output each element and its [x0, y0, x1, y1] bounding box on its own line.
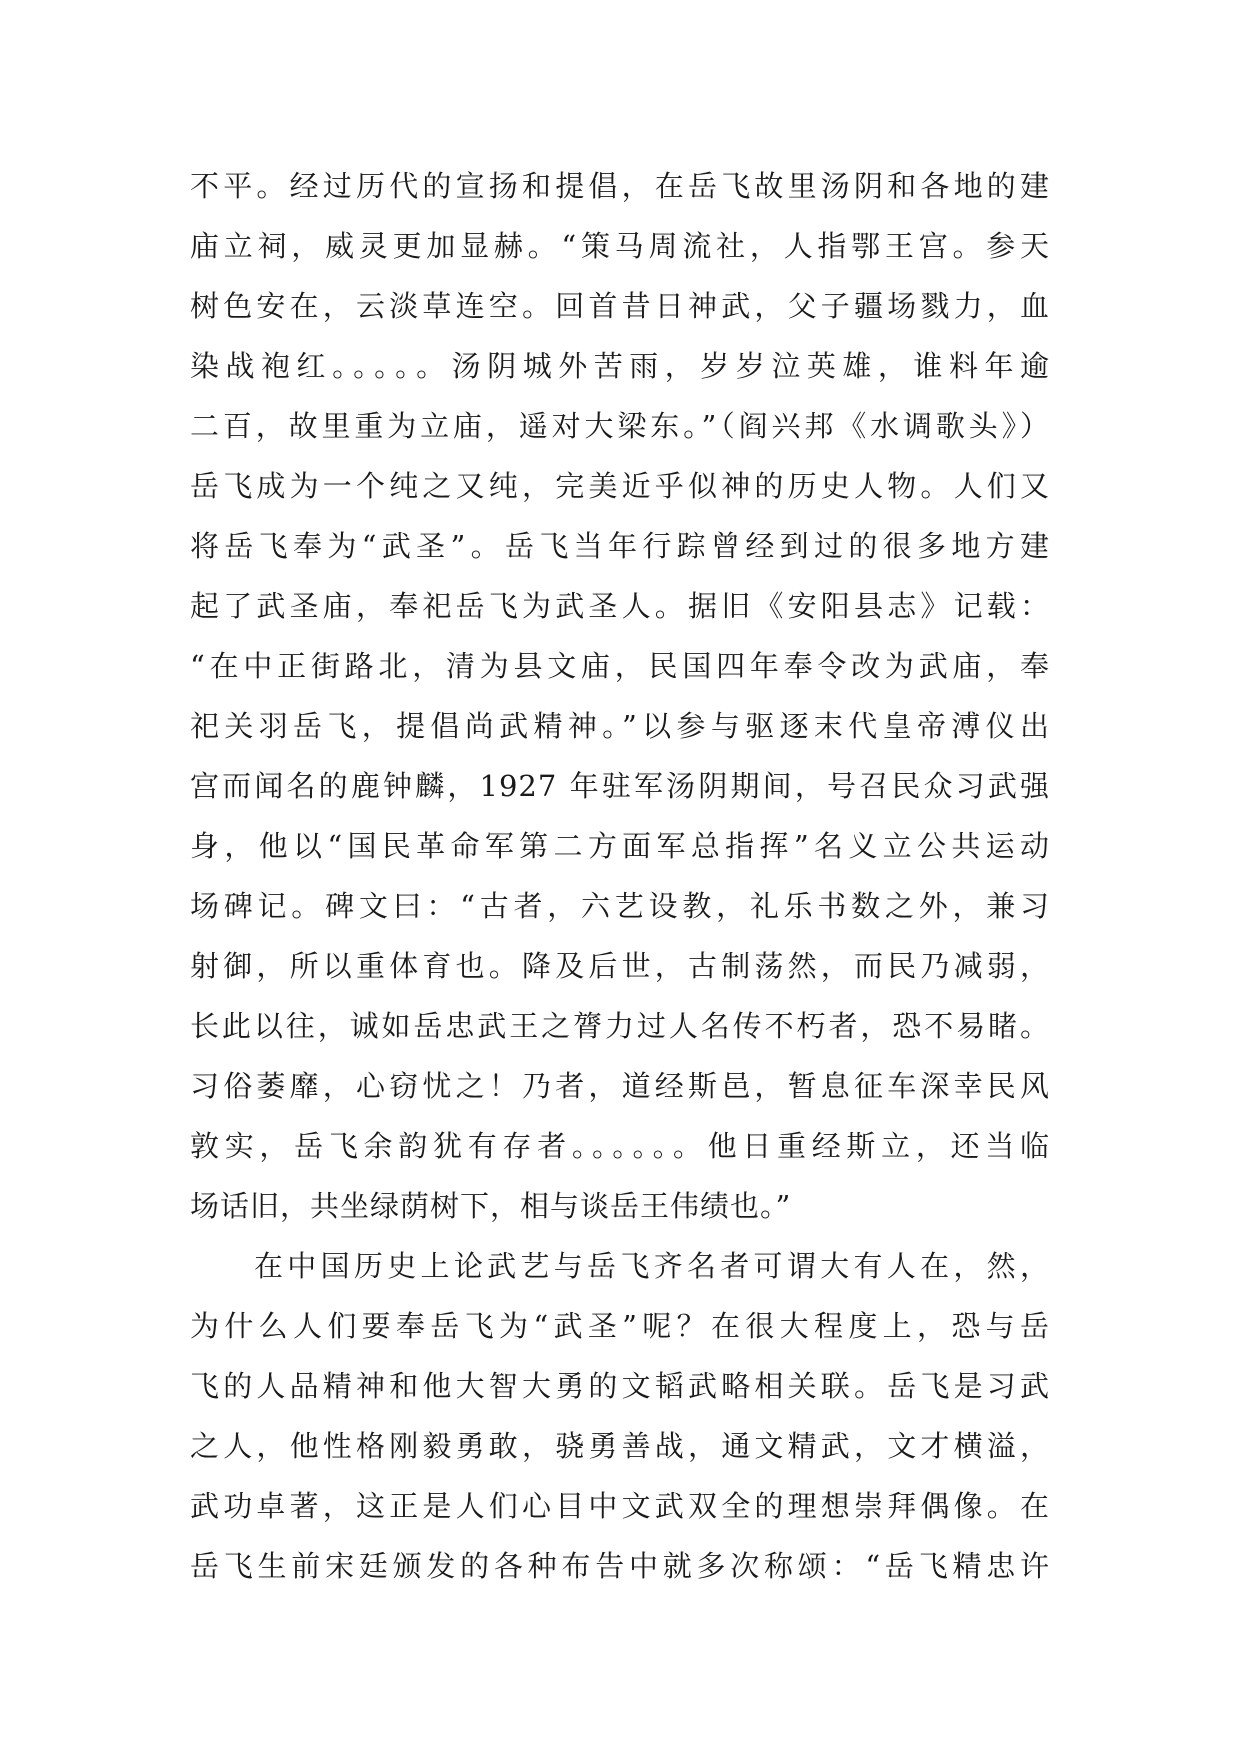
text-line: 之人，他性格刚毅勇敢，骁勇善战，通文精武，文才横溢， — [190, 1429, 1050, 1463]
paragraph-1 — [190, 156, 1050, 1236]
text-line: 树色安在，云淡草连空。回首昔日神武，父子疆场戮力，血 — [190, 289, 1050, 323]
text-line: 长此以往，诚如岳忠武王之膂力过人名传不朽者，恐不易睹。 — [190, 1009, 1050, 1043]
text-line: 染战袍红。。。。。汤阴城外苦雨，岁岁泣英雄，谁料年逾 — [190, 349, 1050, 383]
text-line: “在中正街路北，清为县文庙，民国四年奉令改为武庙，奉 — [190, 649, 1050, 683]
text-line: 庙立祠，威灵更加显赫。“策马周流社，人指鄂王宫。参天 — [190, 229, 1050, 263]
text-line: 将岳飞奉为“武圣”。岳飞当年行踪曾经到过的很多地方建 — [190, 529, 1050, 563]
text-line: 宫而闻名的鹿钟麟，1927 年驻军汤阴期间，号召民众习武强 — [190, 769, 1050, 803]
text-line: 敦实，岳飞余韵犹有存者。。。。。。他日重经斯立，还当临 — [190, 1129, 1050, 1163]
text-line: 岳飞成为一个纯之又纯，完美近乎似神的历史人物。人们又 — [190, 469, 1050, 503]
body-text — [190, 156, 1050, 1596]
text-line: 在中国历史上论武艺与岳飞齐名者可谓大有人在，然， — [254, 1249, 1050, 1283]
text-line: 场碑记。碑文曰：“古者，六艺设教，礼乐书数之外，兼习 — [190, 889, 1050, 923]
text-line: 岳飞生前宋廷颁发的各种布告中就多次称颂：“岳飞精忠许 — [190, 1549, 1050, 1583]
text-line: 习俗萎靡，心窃忧之！乃者，道经斯邑，暂息征车深幸民风 — [190, 1069, 1050, 1103]
text-line: 祀关羽岳飞，提倡尚武精神。”以参与驱逐末代皇帝溥仪出 — [190, 709, 1050, 743]
text-line: 起了武圣庙，奉祀岳飞为武圣人。据旧《安阳县志》记载： — [190, 589, 1050, 623]
text-line: 射御，所以重体育也。降及后世，古制荡然，而民乃减弱， — [190, 949, 1050, 983]
text-line: 武功卓著，这正是人们心目中文武双全的理想崇拜偶像。在 — [190, 1489, 1050, 1523]
text-line: 场话旧，共坐绿荫树下，相与谈岳王伟绩也。” — [190, 1189, 792, 1223]
text-line: 飞的人品精神和他大智大勇的文韬武略相关联。岳飞是习武 — [190, 1369, 1050, 1403]
text-line: 为什么人们要奉岳飞为“武圣”呢？在很大程度上，恐与岳 — [190, 1309, 1050, 1343]
text-line: 二百，故里重为立庙，遥对大梁东。”（阎兴邦《水调歌头》） — [190, 409, 1050, 443]
paragraph-2 — [190, 1236, 1050, 1596]
text-line: 不平。经过历代的宣扬和提倡，在岳飞故里汤阴和各地的建 — [190, 169, 1050, 203]
text-line: 身，他以“国民革命军第二方面军总指挥”名义立公共运动 — [190, 829, 1050, 863]
